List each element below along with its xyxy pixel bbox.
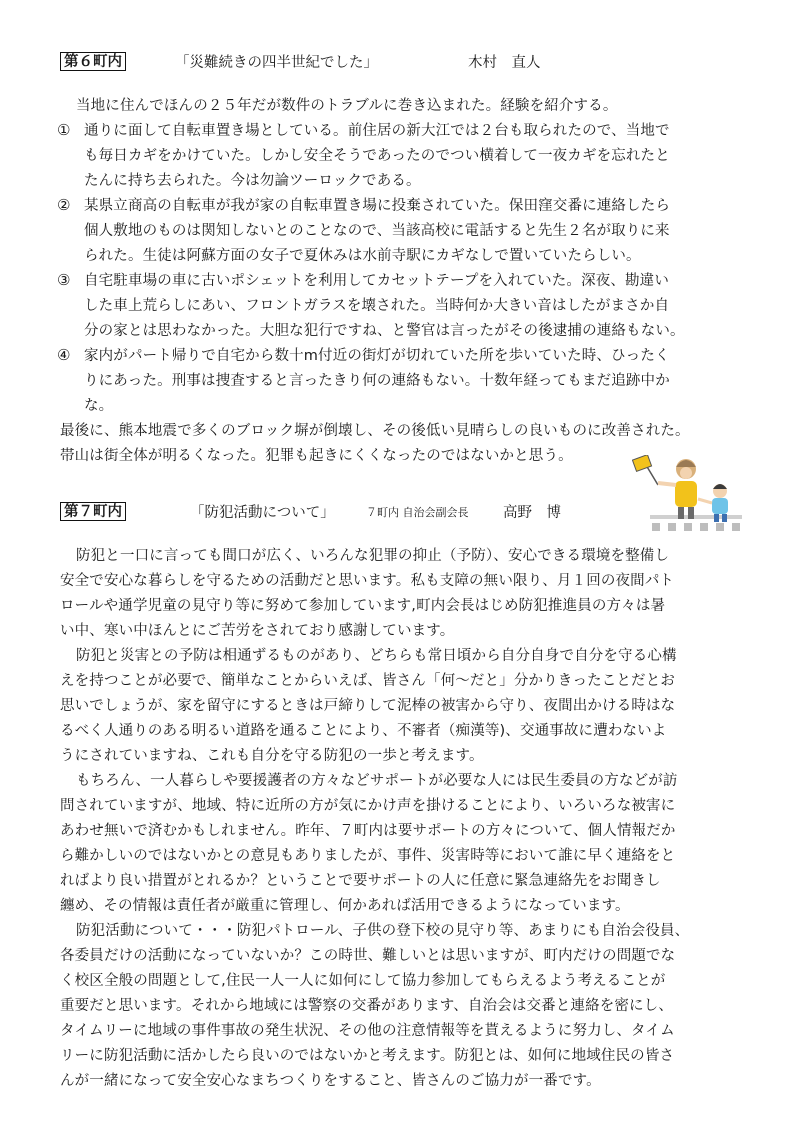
closing-line: 最後に、熊本地震で多くのブロック塀が倒壊し、その後低い見晴らしの良いものに改善された。 xyxy=(60,423,690,439)
text-line: りにあった。刑事は捜査すると言ったきり何の連絡もない。十数年経ってもまだ追跡中か xyxy=(84,373,670,389)
text-line: した車上荒らしにあい、フロントガラスを壊された。当時何か大きい音はしたがまさか自 xyxy=(84,298,670,314)
text-line: 家内がパート帰りで自宅から数十m付近の街灯が切れていた所を歩いていた時、ひったく xyxy=(84,348,670,364)
text-line: 思いでしょうが、家を留守にするときは戸締りして泥棒の被害から守り、夜間出かける時はな xyxy=(60,698,676,714)
closing-line: 帯山は街全体が明るくなった。犯罪も起きにくくなったのではないかと思う。 xyxy=(60,448,573,464)
text-line: んが一緒になって安全安心なまちつくりをすること、皆さんのご協力が一番です。 xyxy=(60,1073,601,1089)
section6-author: 木村 直人 xyxy=(468,55,541,71)
item-marker: ③ xyxy=(57,271,71,289)
item-marker: ④ xyxy=(57,346,71,364)
adult-figure xyxy=(658,459,697,519)
text-line: 個人敷地のものは関知しないとのことなので、当該高校に電話すると先生２名が取りに来 xyxy=(84,223,670,239)
section6-title: 「災難続きの四半世紀でした」 xyxy=(175,55,378,71)
section7-role: ７町内 自治会副会長 xyxy=(366,506,469,519)
section6-intro: 当地に住んでほんの２５年だが数件のトラブルに巻き込まれた。経験を紹介する。 xyxy=(76,98,618,114)
text-line: ロールや通学児童の見守り等に努めて参加しています,町内会長はじめ防犯推進員の方々は暑 xyxy=(60,598,666,614)
text-line: い中、寒い中ほんとにご苦労をされており感謝しています。 xyxy=(60,623,455,639)
section7-badge: 第７町内 xyxy=(60,502,126,521)
text-line: な。 xyxy=(84,398,114,414)
text-line: えを持つことが必要で、簡単なことからいえば、皆さん「何～だと」分かりきったことだとお xyxy=(60,673,676,689)
section7-title: 「防犯活動について」 xyxy=(190,505,335,521)
flag-icon xyxy=(632,455,658,485)
section6-badge: 第６町内 xyxy=(60,52,126,71)
text-line: ら難かしいのではないかとの意見もありましたが、事件、災害時等において誰に早く連絡をと xyxy=(60,848,676,864)
section7-author: 高野 博 xyxy=(503,505,561,521)
text-line: 各委員だけの活動になっていないか？この時世、難しいとは思いますが、町内だけの問題でな xyxy=(60,948,676,964)
text-line: 重要だと思います。それから地域には警察の交番があります、自治会は交番と連絡を密にし、 xyxy=(60,998,673,1014)
item-marker: ② xyxy=(57,196,71,214)
text-line: あわせ無いで済むかもしれません。昨年、７町内は要サポートの方々について、個人情報だか xyxy=(60,823,676,839)
text-line: 自宅駐車場の車に古いポシェットを利用してカセットテープを入れていた。深夜、勘違い xyxy=(84,273,669,289)
text-line: 纏め、その情報は責任者が厳重に管理し、何かあれば活用できるようになっています。 xyxy=(60,898,630,914)
crosswalk-stripes xyxy=(650,515,742,531)
text-line: 防犯と一口に言っても間口が広く、いろんな犯罪の抑止（予防）、安心できる環境を整備し xyxy=(76,548,670,564)
text-line: 問されていますが、地域、特に近所の方が気にかけ声を掛けることにより、いろいろな被害に xyxy=(60,798,676,814)
section6-header xyxy=(60,50,126,71)
text-line: 防犯と災害との予防は相通ずるものがあり、どちらも常日頃から自分自身で自分を守る心構 xyxy=(76,648,677,664)
text-line: るべく人通りのある明るい道路を通ることにより、不審者（痴漢等)、交通事故に遭わないよ xyxy=(60,723,667,739)
text-line: ればより良い措置がとれるか？ということで要サポートの人に任意に緊急連絡先をお聞きし xyxy=(60,873,661,889)
text-line: タイムリーに地域の事件事故の発生状況、その他の注意情報等を貰えるように努力し、タイム xyxy=(60,1023,675,1039)
text-line: 防犯活動について・・・防犯パトロール、子供の登下校の見守り等、あまりにも自治会役員、 xyxy=(76,923,690,939)
text-line: く校区全般の問題として,住民一人一人に如何にして協力参加してもらえるよう考えることが xyxy=(60,973,666,989)
text-line: られた。生徒は阿蘇方面の女子で夏休みは水前寺駅にカギなしで置いていたらしい。 xyxy=(84,248,641,264)
text-line: たんに持ち去られた。今は勿論ツーロックである。 xyxy=(84,173,421,189)
text-line: 某県立商高の自転車が我が家の自転車置き場に投棄されていた。保田窪交番に連絡したら xyxy=(84,198,670,214)
section7-header xyxy=(60,500,126,521)
text-line: 分の家とは思わなかった。大胆な犯行ですね、と警官は言ったがその後逮捕の連絡もない。 xyxy=(84,323,685,339)
text-line: うにされていますね、これも自分を守る防犯の一歩と考えます。 xyxy=(60,748,484,764)
text-line: も毎日カギをかけていた。しかし安全そうであったのでつい横着して一夜カギを忘れたと xyxy=(84,148,670,164)
crossing-guard-illustration xyxy=(632,455,750,533)
text-line: 安全で安心な暮らしを守るための活動だと思います。私も支障の無い限り、月１回の夜間パト xyxy=(60,573,674,589)
text-line: リーに防犯活動に活かしたら良いのではないかと考えます。防犯とは、如何に地域住民の皆さ xyxy=(60,1048,675,1064)
text-line: もちろん、一人暮らしや要援護者の方々などサポートが必要な人には民生委員の方などが訪 xyxy=(76,773,678,789)
item-marker: ① xyxy=(57,121,71,139)
text-line: 通りに面して自転車置き場としている。前住居の新大江では２台も取られたので、当地で xyxy=(84,123,670,139)
